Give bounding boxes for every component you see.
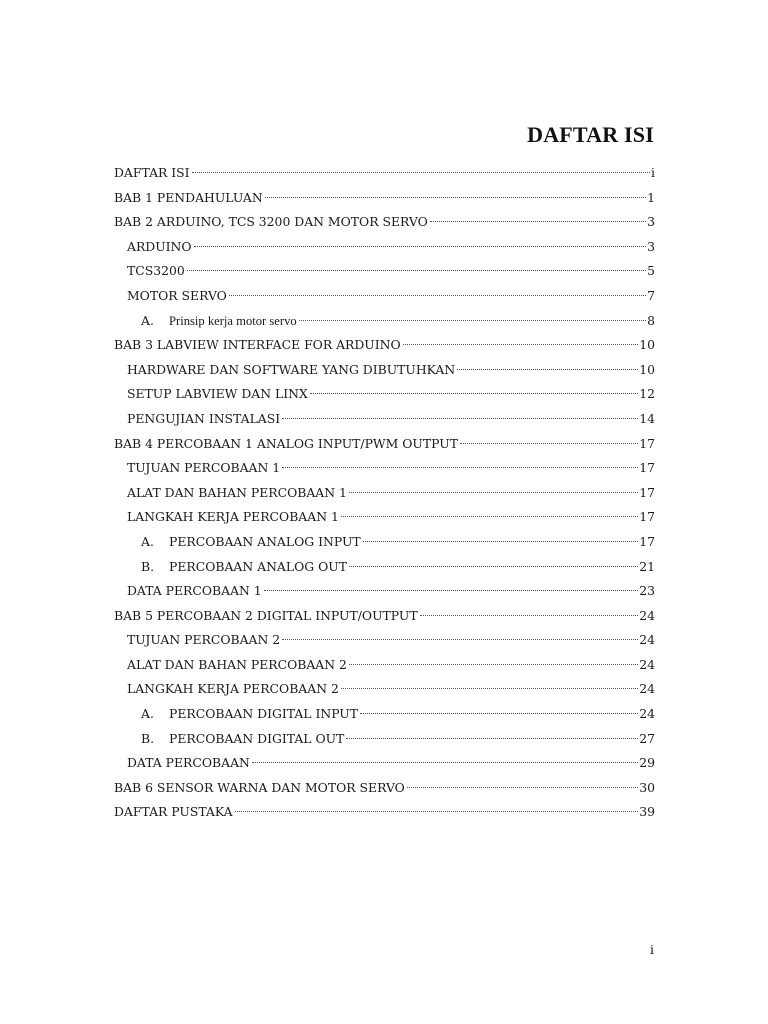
toc-entry-label: HARDWARE DAN SOFTWARE YANG DIBUTUHKAN <box>127 361 456 377</box>
toc-entry[interactable] <box>114 235 655 260</box>
toc-entry-label: PERCOBAAN ANALOG OUT <box>169 558 347 574</box>
toc-entry-label: SETUP LABVIEW DAN LINX <box>127 386 308 402</box>
dot-leader <box>310 393 638 394</box>
toc-entry-label: MOTOR SERVO <box>127 287 227 303</box>
toc-entry-page: 29 <box>639 755 655 771</box>
toc-entry-label: DAFTAR PUSTAKA <box>114 804 233 820</box>
dot-leader <box>282 467 638 468</box>
toc-entry-label: ALAT DAN BAHAN PERCOBAAN 1 <box>127 484 347 500</box>
toc-entry-page: 17 <box>639 533 655 549</box>
toc-entry[interactable] <box>114 358 655 383</box>
toc-entry-marker: A. <box>141 706 154 722</box>
page-number: i <box>650 942 654 957</box>
toc-entry-page: 17 <box>639 484 655 500</box>
toc-entry[interactable] <box>114 653 655 678</box>
toc-entry-page: 24 <box>639 681 655 697</box>
toc-entry[interactable] <box>114 800 655 825</box>
dot-leader <box>229 295 646 296</box>
toc-entry[interactable] <box>114 481 655 506</box>
toc-entry[interactable] <box>114 677 655 702</box>
toc-entry-label: PERCOBAAN ANALOG INPUT <box>169 533 361 549</box>
toc-entry-label: BAB 3 LABVIEW INTERFACE FOR ARDUINO <box>114 337 401 353</box>
toc-entry-label: PERCOBAAN DIGITAL INPUT <box>169 706 359 722</box>
toc-entry-page: 8 <box>647 312 655 328</box>
toc-entry[interactable] <box>114 505 655 530</box>
table-of-contents <box>114 161 655 825</box>
dot-leader <box>194 246 647 247</box>
dot-leader <box>430 221 646 222</box>
dot-leader <box>235 811 639 812</box>
toc-entry-label: BAB 4 PERCOBAAN 1 ANALOG INPUT/PWM OUTPUT <box>114 435 458 451</box>
toc-entry-label: LANGKAH KERJA PERCOBAAN 2 <box>127 681 339 697</box>
dot-leader <box>264 590 639 591</box>
dot-leader <box>420 615 639 616</box>
toc-entry-marker: A. <box>141 533 154 549</box>
toc-entry-label: LANGKAH KERJA PERCOBAAN 1 <box>127 509 339 525</box>
toc-entry-marker: B. <box>141 558 155 574</box>
dot-leader <box>349 566 638 567</box>
toc-entry[interactable] <box>114 210 655 235</box>
toc-entry[interactable] <box>114 530 655 555</box>
toc-entry-page: 17 <box>639 435 655 451</box>
toc-entry-label: ARDUINO <box>127 238 192 254</box>
toc-entry-page: 17 <box>639 509 655 525</box>
toc-entry-page: 24 <box>639 632 655 648</box>
toc-entry[interactable] <box>114 284 655 309</box>
dot-leader <box>349 492 638 493</box>
toc-entry-page: 10 <box>639 361 655 377</box>
toc-entry-page: 39 <box>639 804 655 820</box>
toc-entry-label: BAB 1 PENDAHULUAN <box>114 189 263 205</box>
toc-entry[interactable] <box>114 628 655 653</box>
toc-entry[interactable] <box>114 579 655 604</box>
toc-entry-label: TUJUAN PERCOBAAN 1 <box>127 460 281 476</box>
dot-leader <box>282 639 638 640</box>
toc-entry[interactable] <box>114 407 655 432</box>
dot-leader <box>349 664 638 665</box>
toc-entry[interactable] <box>114 456 655 481</box>
toc-entry-page: 24 <box>639 706 655 722</box>
toc-entry-label: DATA PERCOBAAN <box>127 755 250 771</box>
dot-leader <box>187 270 646 271</box>
dot-leader <box>299 320 646 321</box>
toc-entry-page: 23 <box>639 583 655 599</box>
toc-entry[interactable] <box>114 776 655 801</box>
toc-entry-page: 10 <box>639 337 655 353</box>
toc-entry-label: TUJUAN PERCOBAAN 2 <box>127 632 281 648</box>
toc-entry-page: 24 <box>639 656 655 672</box>
toc-entry-page: 12 <box>639 386 655 402</box>
toc-entry[interactable] <box>114 432 655 457</box>
toc-entry[interactable] <box>114 751 655 776</box>
toc-entry-page: 7 <box>647 287 655 303</box>
toc-entry-page: 24 <box>639 607 655 623</box>
toc-entry-label: BAB 2 ARDUINO, TCS 3200 DAN MOTOR SERVO <box>114 214 428 230</box>
dot-leader <box>460 443 638 444</box>
dot-leader <box>407 787 638 788</box>
dot-leader <box>341 516 638 517</box>
dot-leader <box>363 541 639 542</box>
toc-entry[interactable] <box>114 186 655 211</box>
toc-entry-page: 30 <box>639 779 655 795</box>
dot-leader <box>341 688 638 689</box>
dot-leader <box>192 172 650 173</box>
toc-entry-page: 14 <box>639 410 655 426</box>
toc-entry[interactable] <box>114 382 655 407</box>
toc-entry[interactable] <box>114 604 655 629</box>
toc-entry-page: 1 <box>647 189 655 205</box>
toc-entry-label: ALAT DAN BAHAN PERCOBAAN 2 <box>127 656 347 672</box>
toc-entry-page: 17 <box>639 460 655 476</box>
dot-leader <box>457 369 638 370</box>
toc-entry-label: BAB 5 PERCOBAAN 2 DIGITAL INPUT/OUTPUT <box>114 607 418 623</box>
toc-entry-page: 3 <box>647 238 655 254</box>
toc-entry-page: 3 <box>647 214 655 230</box>
toc-entry[interactable] <box>114 727 655 752</box>
dot-leader <box>403 344 639 345</box>
toc-entry-label: BAB 6 SENSOR WARNA DAN MOTOR SERVO <box>114 779 405 795</box>
dot-leader <box>360 713 638 714</box>
toc-entry-label: TCS3200 <box>127 263 185 279</box>
toc-entry-page: 5 <box>647 263 655 279</box>
toc-entry-page: i <box>651 165 655 180</box>
toc-entry-page: 27 <box>639 730 655 746</box>
dot-leader <box>282 418 638 419</box>
page-title: DAFTAR ISI <box>527 122 654 147</box>
toc-entry-label: Prinsip kerja motor servo <box>169 313 297 328</box>
toc-entry[interactable] <box>114 259 655 284</box>
toc-entry[interactable] <box>114 161 655 186</box>
toc-entry-marker: B. <box>141 730 155 746</box>
toc-entry-marker: A. <box>141 312 154 328</box>
dot-leader <box>346 738 638 739</box>
toc-entry[interactable] <box>114 309 655 334</box>
toc-entry-page: 21 <box>639 558 655 574</box>
toc-entry-label: DATA PERCOBAAN 1 <box>127 583 262 599</box>
toc-entry[interactable] <box>114 702 655 727</box>
dot-leader <box>265 197 646 198</box>
toc-entry-label: PENGUJIAN INSTALASI <box>127 410 281 426</box>
dot-leader <box>252 762 638 763</box>
toc-entry[interactable] <box>114 333 655 358</box>
toc-entry-label: DAFTAR ISI <box>114 165 190 180</box>
toc-entry[interactable] <box>114 555 655 580</box>
toc-entry-label: PERCOBAAN DIGITAL OUT <box>169 730 345 746</box>
